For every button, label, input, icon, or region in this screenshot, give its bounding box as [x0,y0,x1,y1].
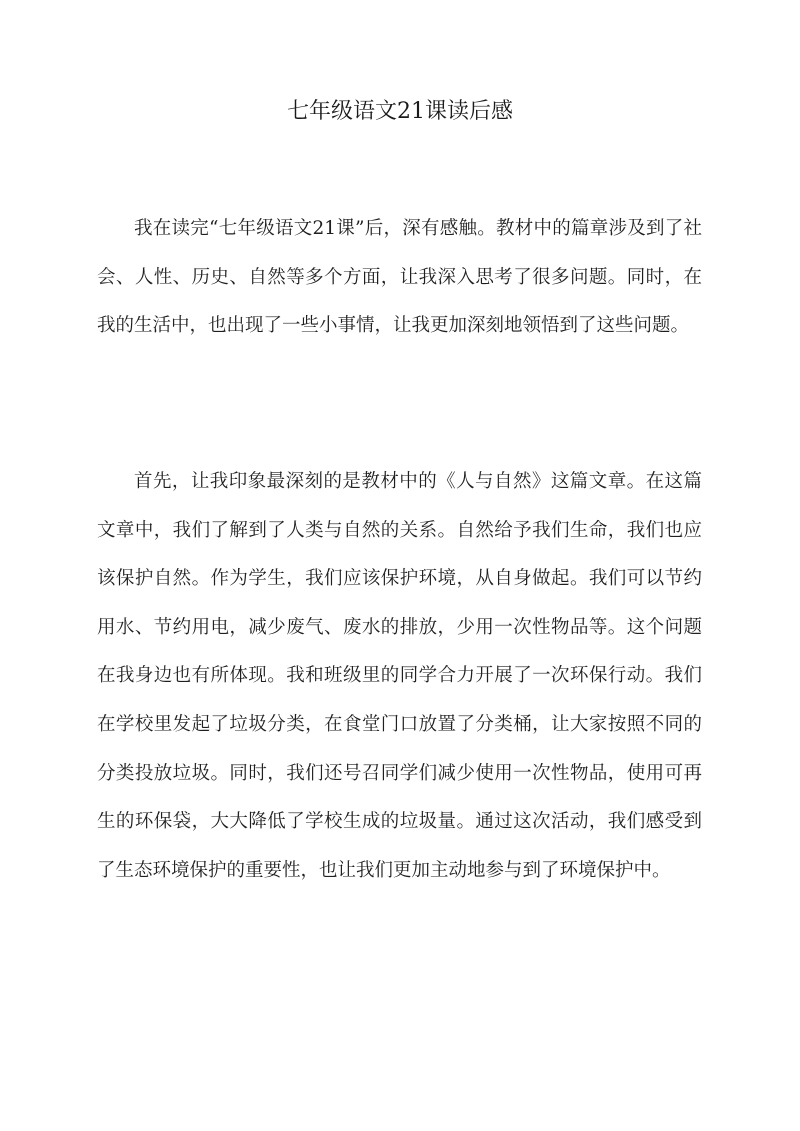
paragraph-nature: 首先，让我印象最深刻的是教材中的《人与自然》这篇文章。在这篇文章中，我们了解到了人类与自然的关系。自然给予我们生命，我们也应该保护自然。作为学生，我们应该保护环境，从自身做起。我们可以节约用水、节约用电，减少废气、废水的排放，少用一次性物品等。这个问题在我身边也有所体现。我和班级里的同学合力开展了一次环保行动。我们在学校里发起了垃圾分类，在食堂门口放置了分类桶，让大家按照不同的分类投放垃圾。同时，我们还号召同学们减少使用一次性物品，使用可再生的环保袋，大大降低了学校生成的垃圾量。通过这次活动，我们感受到了生态环境保护的重要性，也让我们更加主动地参与到了环境保护中。 [97,471,702,881]
paragraph-intro: 我在读完“七年级语文21课”后，深有感触。教材中的篇章涉及到了社会、人性、历史、自然等多个方面，让我深入思考了很多问题。同时，在我的生活中，也出现了一些小事情，让我更加深刻地领悟到了这些问题。 [97,218,702,337]
document-title: 七年级语文21课读后感 [287,99,513,124]
